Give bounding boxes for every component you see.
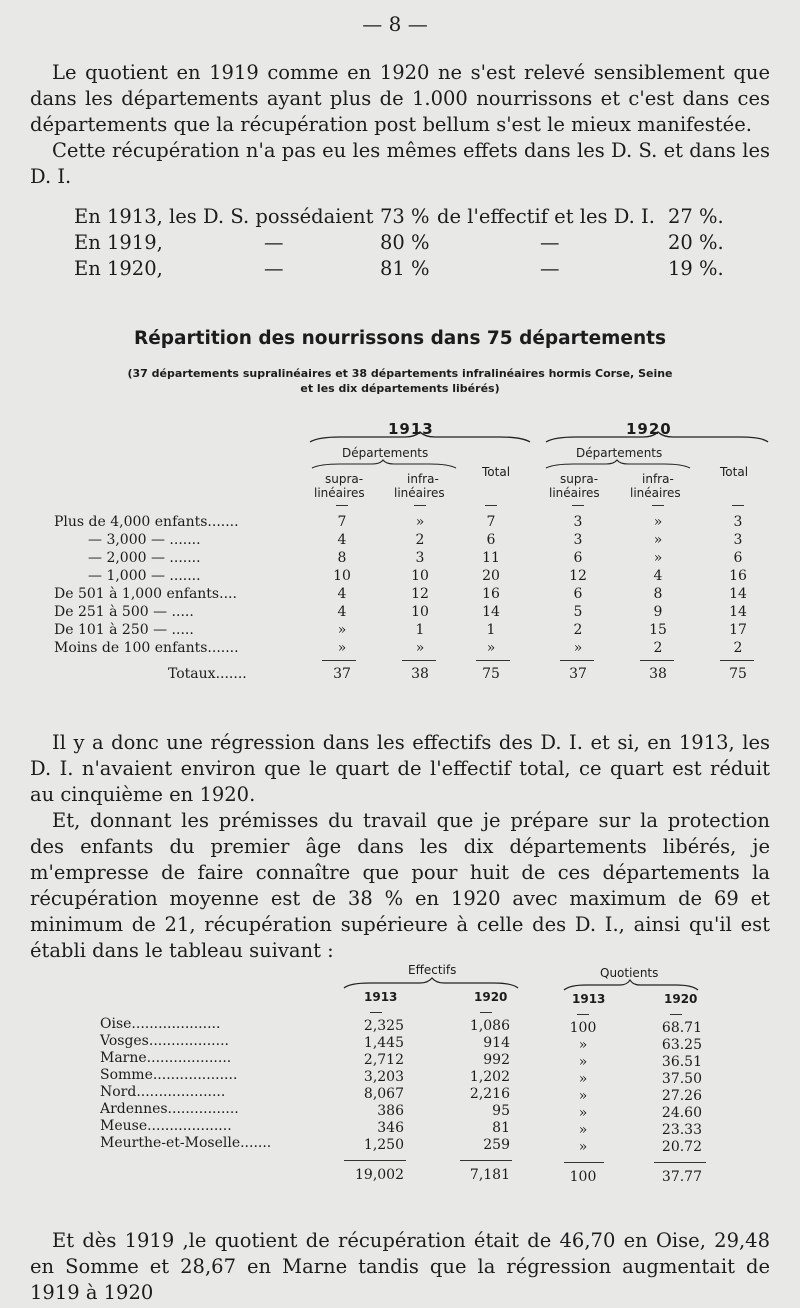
table2-cell: 2,712 — [363, 1052, 404, 1068]
table1-infra-1913-b: linéaires — [394, 486, 445, 500]
table1-cell: 16 — [729, 568, 747, 584]
table1-cell: 12 — [411, 586, 429, 602]
closing-paragraph: Et dès 1919 ,le quotient de récupération était de 46,70 en Oise, 29,48 en Somme et 28,67 en Marne tandis que la régression augmentait de 1919 à 1920 — [30, 1229, 770, 1304]
table1-totals-label: Totaux....... — [168, 666, 247, 682]
table2-row-label: Oise.................... — [100, 1016, 221, 1032]
table2-cell: 36.51 — [661, 1054, 702, 1070]
table1-cell: 6 — [573, 586, 583, 602]
table1-title: Répartition des nourrissons dans 75 départements — [134, 328, 666, 349]
share-line-year: En 1920, — [74, 257, 163, 280]
table1-cell: 4 — [337, 586, 347, 602]
table1-supra-1920-b: linéaires — [549, 486, 600, 500]
table1-cell: 3 — [573, 532, 583, 548]
table2-cell: 63.25 — [661, 1037, 702, 1053]
dash — [670, 1014, 682, 1015]
table1-cell: » — [415, 640, 425, 656]
table2-cell: 2,216 — [469, 1086, 510, 1102]
table1-cell: 11 — [482, 550, 500, 566]
table2-cell: » — [578, 1139, 588, 1155]
table2-row-label: Vosges.................. — [100, 1033, 229, 1049]
table1-total-cell: 37 — [333, 666, 351, 682]
table1-row-label: — 2,000 — ....... — [88, 550, 201, 566]
table2-row-label: Nord.................... — [100, 1084, 226, 1100]
table2-cell: 20.72 — [661, 1139, 702, 1155]
table1-cell: 2 — [653, 640, 663, 656]
share-line-dash: — — [264, 257, 284, 280]
rule — [344, 1160, 406, 1161]
table1-cell: 2 — [573, 622, 583, 638]
share-line-mid: de l'effectif et les D. I. — [437, 205, 655, 228]
table1-row-label: — 1,000 — ....... — [88, 568, 201, 584]
table1-cell: 4 — [337, 604, 347, 620]
table1-cell: 16 — [482, 586, 500, 602]
share-line-ds: 73 % — [380, 205, 430, 228]
dash — [577, 1014, 589, 1015]
table1-total-cell: 75 — [482, 666, 500, 682]
table1-infra-1920-b: linéaires — [630, 486, 681, 500]
page-number: — 8 — — [362, 12, 428, 36]
table2-cell: 386 — [377, 1103, 404, 1119]
table1-cell: 3 — [733, 514, 743, 530]
table1-cell: » — [653, 550, 663, 566]
table2-cell: 3,203 — [363, 1069, 404, 1085]
table1-supra-1913: supra- — [325, 472, 364, 486]
table1-cell: 10 — [333, 568, 351, 584]
table1-row-label: De 501 à 1,000 enfants.... — [54, 586, 237, 602]
table2-cell: » — [578, 1122, 588, 1138]
table2-effectifs-header: Effectifs — [408, 963, 457, 977]
table1-row-label: Moins de 100 enfants....... — [54, 640, 239, 656]
table1-total-cell: 38 — [649, 666, 667, 682]
table2-quotients-header: Quotients — [600, 966, 659, 980]
table1-row-label: — 3,000 — ....... — [88, 532, 201, 548]
table1-cell: 3 — [733, 532, 743, 548]
table2-cell: 68.71 — [661, 1020, 702, 1036]
table1-subtitle-line2: et les dix départements libérés) — [300, 382, 500, 395]
table2-cell: 1,250 — [363, 1137, 404, 1153]
table1-cell: 3 — [573, 514, 583, 530]
table1-dept-label-1913: Départements — [342, 446, 429, 460]
table2-cell: 1,086 — [469, 1018, 510, 1034]
table1-cell: 7 — [337, 514, 347, 530]
table1-cell: 9 — [653, 604, 663, 620]
table1-cell: 12 — [569, 568, 587, 584]
table2-cell: 95 — [492, 1103, 510, 1119]
table1-cell: 8 — [337, 550, 347, 566]
table2-cell: 27.26 — [661, 1088, 702, 1104]
middle-paragraph-1: Il y a donc une régression dans les effectifs des D. I. et si, en 1913, les D. I. n'avaient environ que le quart de l'effectif total, ce quart est réduit au cinquième en 1920. — [30, 731, 770, 806]
table2-cell: 1,445 — [363, 1035, 404, 1051]
table2-cell: 8,067 — [363, 1086, 404, 1102]
table1-cell: 2 — [733, 640, 743, 656]
table1-row-label: Plus de 4,000 enfants....... — [54, 514, 239, 530]
table1-cell: 3 — [415, 550, 425, 566]
share-line-dash: — — [264, 231, 284, 254]
table1-cell: 14 — [482, 604, 500, 620]
table1-cell: » — [337, 640, 347, 656]
table1-total-1920: Total — [720, 465, 749, 479]
share-line-mid: — — [540, 231, 560, 254]
share-line-di: 20 %. — [668, 231, 724, 254]
table1-year-1913: 1913 — [388, 420, 434, 438]
table1-cell: 1 — [415, 622, 425, 638]
table2-cell: 100 — [569, 1020, 597, 1036]
table1-cell: 6 — [733, 550, 743, 566]
table2-cell: 23.33 — [661, 1122, 702, 1138]
table1-cell: 17 — [729, 622, 747, 638]
dash — [480, 1012, 492, 1013]
table1-dept-label-1920: Départements — [576, 446, 663, 460]
table2-cell: 2,325 — [363, 1018, 404, 1034]
table2-cell: 1,202 — [469, 1069, 510, 1085]
table1-cell: 4 — [653, 568, 663, 584]
table2-cell: 914 — [483, 1035, 510, 1051]
table1-cell: 14 — [729, 604, 747, 620]
table2-year: 1920 — [664, 992, 698, 1006]
table2-row-label: Meuse................... — [100, 1118, 232, 1134]
table1-cell: » — [415, 514, 425, 530]
table1-cell: 10 — [411, 604, 429, 620]
share-line-ds: 80 % — [380, 231, 430, 254]
share-line-di: 27 %. — [668, 205, 724, 228]
table2-year: 1920 — [474, 990, 508, 1004]
table2-total-cell: 37.77 — [661, 1169, 702, 1185]
intro-paragraph-1: Le quotient en 1919 comme en 1920 ne s'est relevé sensiblement que dans les départements ayant plus de 1.000 nourrissons et c'est dans ces départements que la récupération post bellum s'est le mieux manifestée. — [30, 61, 770, 136]
table1-cell: 4 — [337, 532, 347, 548]
middle-paragraph-2: Et, donnant les prémisses du travail que je prépare sur la protection des enfants du premier âge dans les dix départements libérés, je m'empresse de faire connaître que pour huit de ces départements la récupération moyenne est de 38 % en 1920 avec maximum de 69 et minimum de 21, récupération supérieure à celle des D. I., ainsi qu'il est établi dans le tableau suivant : — [30, 809, 770, 962]
table2-row-label: Meurthe-et-Moselle....... — [100, 1135, 272, 1151]
table1-total-cell: 75 — [729, 666, 747, 682]
table1-total-cell: 38 — [411, 666, 429, 682]
table1-cell: 8 — [653, 586, 663, 602]
table1-total-1913: Total — [482, 465, 511, 479]
dash — [370, 1012, 382, 1013]
table2-cell: 81 — [492, 1120, 510, 1136]
table2-total-cell: 100 — [569, 1169, 597, 1185]
table1-cell: 2 — [415, 532, 425, 548]
table2-cell: 24.60 — [661, 1105, 702, 1121]
table2-total-cell: 19,002 — [355, 1167, 404, 1183]
table1-subtitle-line1: (37 départements supralinéaires et 38 départements infralinéaires hormis Corse, Seine — [127, 367, 673, 380]
table2-cell: 992 — [483, 1052, 510, 1068]
rule — [654, 1162, 706, 1163]
table2-cell: » — [578, 1054, 588, 1070]
table2-year: 1913 — [364, 990, 398, 1004]
table1-cell: 5 — [573, 604, 583, 620]
table2-row-label: Somme................... — [100, 1067, 238, 1083]
table1-supra-1913-b: linéaires — [314, 486, 365, 500]
table1-infra-1920: infra- — [642, 472, 674, 486]
share-line-ds: 81 % — [380, 257, 430, 280]
table1-cell: » — [653, 532, 663, 548]
table2-cell: 346 — [377, 1120, 404, 1136]
table1-cell: 1 — [486, 622, 496, 638]
table1-infra-1913: infra- — [407, 472, 439, 486]
share-line-year: En 1913, les D. S. possédaient — [74, 205, 374, 228]
table1-cell: » — [486, 640, 496, 656]
table1-cell: 15 — [649, 622, 667, 638]
table1-cell: 20 — [482, 568, 500, 584]
table2-cell: » — [578, 1105, 588, 1121]
table1-cell: 7 — [486, 514, 496, 530]
table2-cell: » — [578, 1071, 588, 1087]
rule — [564, 1162, 604, 1163]
table1-cell: 10 — [411, 568, 429, 584]
table1-row-label: De 101 à 250 — ..... — [54, 622, 194, 638]
table2-row-label: Ardennes................ — [100, 1101, 239, 1117]
table2-cell: » — [578, 1088, 588, 1104]
table1-cell: 14 — [729, 586, 747, 602]
table1-cell: » — [573, 640, 583, 656]
table1-row-label: De 251 à 500 — ..... — [54, 604, 194, 620]
table1-total-cell: 37 — [569, 666, 587, 682]
share-line-di: 19 %. — [668, 257, 724, 280]
table2-cell: 37.50 — [661, 1071, 702, 1087]
table2-year: 1913 — [572, 992, 606, 1006]
table1-year-1920: 1920 — [626, 420, 672, 438]
table1-supra-1920: supra- — [560, 472, 599, 486]
rule — [460, 1160, 512, 1161]
table2-total-cell: 7,181 — [469, 1167, 510, 1183]
table2-row-label: Marne................... — [100, 1050, 232, 1066]
share-line-mid: — — [540, 257, 560, 280]
table2-cell: » — [578, 1037, 588, 1053]
intro-paragraph-2: Cette récupération n'a pas eu les mêmes effets dans les D. S. et dans les D. I. — [30, 139, 770, 188]
table1-cell: 6 — [486, 532, 496, 548]
table2-cell: 259 — [483, 1137, 510, 1153]
share-line-year: En 1919, — [74, 231, 163, 254]
table1-cell: » — [653, 514, 663, 530]
table1-cell: » — [337, 622, 347, 638]
table1-cell: 6 — [573, 550, 583, 566]
